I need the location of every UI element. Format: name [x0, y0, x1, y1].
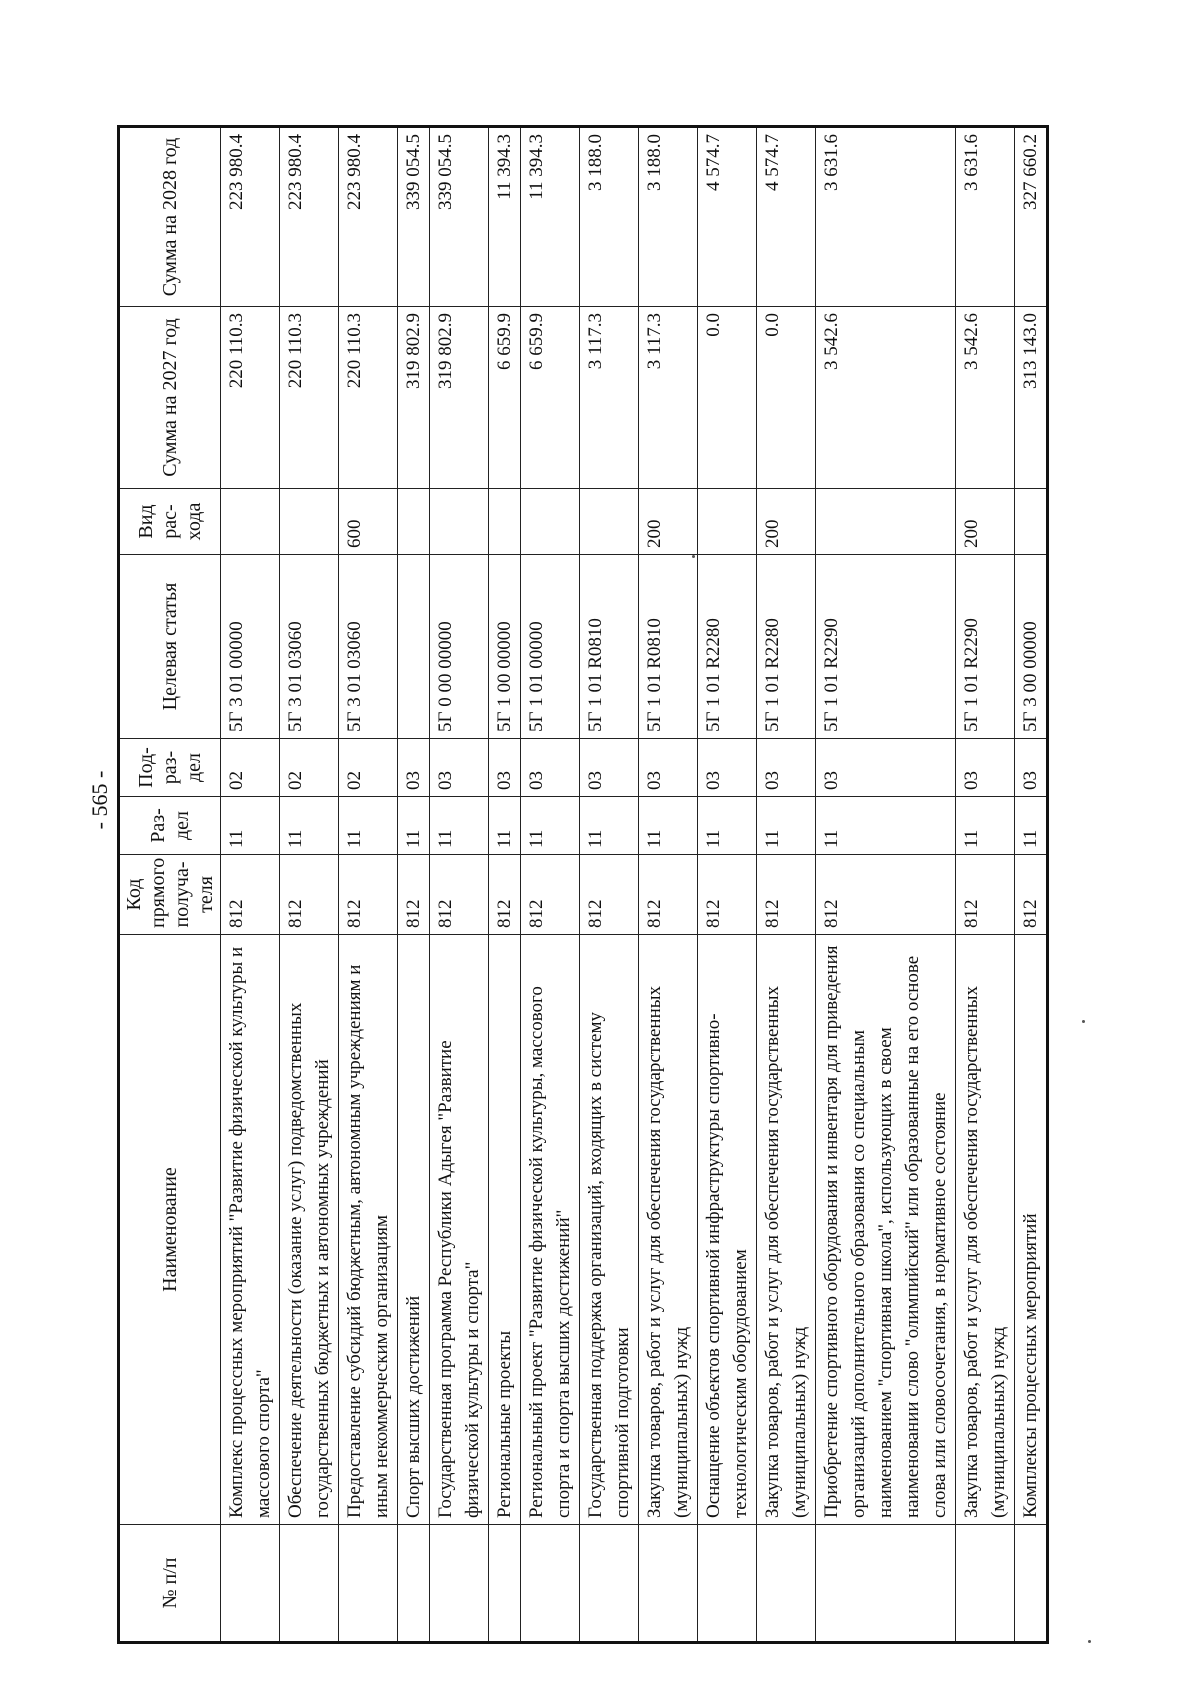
cell-target-item: 5Г 1 01 00000	[521, 555, 580, 739]
cell-name: Закупка товаров, работ и услуг для обеспечения государственных (муниципальных) нужд	[956, 935, 1015, 1525]
cell-name: Комплексы процессных мероприятий	[1015, 935, 1048, 1525]
cell-target-item: 5Г 1 01 R2290	[956, 555, 1015, 739]
cell-section: 11	[280, 797, 339, 855]
cell-recipient-code: 812	[221, 855, 280, 935]
page-number-text: - 565 -	[87, 770, 112, 830]
cell-name: Государственная программа Республики Адыгея "Развитие физической культуры и спорта"	[430, 935, 489, 1525]
cell-expense-type: 200	[956, 489, 1015, 555]
cell-expense-type	[521, 489, 580, 555]
cell-sum-2028: 223 980.4	[339, 127, 398, 307]
cell-sum-2027: 220 110.3	[221, 307, 280, 489]
table-row	[816, 127, 956, 1643]
table-row	[398, 127, 430, 1643]
cell-recipient-code: 812	[489, 855, 521, 935]
cell-sum-2028: 223 980.4	[221, 127, 280, 307]
rotated-table-region	[117, 128, 1079, 1644]
cell-index	[398, 1525, 430, 1643]
cell-recipient-code: 812	[639, 855, 698, 935]
cell-sum-2028: 4 574.7	[698, 127, 757, 307]
cell-subsection: 03	[430, 739, 489, 797]
cell-name: Региональный проект "Развитие физической культуры, массового спорта и спорта высших достижений"	[521, 935, 580, 1525]
table-row	[430, 127, 489, 1643]
page-number	[80, 740, 120, 860]
cell-expense-type	[580, 489, 639, 555]
budget-table	[117, 125, 1049, 1644]
cell-expense-type	[398, 489, 430, 555]
cell-target-item: 5Г 3 01 03060	[339, 555, 398, 739]
cell-sum-2028: 3 631.6	[816, 127, 956, 307]
cell-section: 11	[489, 797, 521, 855]
cell-expense-type	[816, 489, 956, 555]
cell-recipient-code: 812	[580, 855, 639, 935]
cell-subsection: 03	[521, 739, 580, 797]
scan-artifact-dot	[1082, 1020, 1085, 1023]
cell-sum-2028: 11 394.3	[521, 127, 580, 307]
header-name: Наименование	[119, 935, 221, 1525]
header-sum-2028: Сумма на 2028 год	[119, 127, 221, 307]
cell-subsection: 03	[398, 739, 430, 797]
cell-target-item: 5Г 1 00 00000	[489, 555, 521, 739]
cell-index	[698, 1525, 757, 1643]
cell-recipient-code: 812	[816, 855, 956, 935]
cell-section: 11	[580, 797, 639, 855]
cell-recipient-code: 812	[521, 855, 580, 935]
cell-name: Комплекс процессных мероприятий "Развитие физической культуры и массового спорта"	[221, 935, 280, 1525]
cell-recipient-code: 812	[956, 855, 1015, 935]
cell-sum-2028: 11 394.3	[489, 127, 521, 307]
cell-subsection: 02	[221, 739, 280, 797]
table-row	[757, 127, 816, 1643]
cell-sum-2027: 319 802.9	[398, 307, 430, 489]
header-index: № п/п	[119, 1525, 221, 1643]
cell-section: 11	[398, 797, 430, 855]
cell-expense-type	[280, 489, 339, 555]
cell-index	[430, 1525, 489, 1643]
cell-recipient-code: 812	[280, 855, 339, 935]
cell-subsection: 03	[1015, 739, 1048, 797]
cell-subsection: 03	[698, 739, 757, 797]
cell-name: Государственная поддержка организаций, входящих в систему спортивной подготовки	[580, 935, 639, 1525]
cell-sum-2027: 0.0	[757, 307, 816, 489]
cell-name: Региональные проекты	[489, 935, 521, 1525]
cell-index	[757, 1525, 816, 1643]
header-recipient-code: Код прямого получа- теля	[119, 855, 221, 935]
cell-expense-type: 200	[639, 489, 698, 555]
cell-target-item: 5Г 3 01 00000	[221, 555, 280, 739]
header-section: Раз- дел	[119, 797, 221, 855]
table-row	[489, 127, 521, 1643]
cell-section: 11	[816, 797, 956, 855]
cell-name: Закупка товаров, работ и услуг для обеспечения государственных (муниципальных) нужд	[639, 935, 698, 1525]
cell-subsection: 03	[757, 739, 816, 797]
cell-subsection: 02	[339, 739, 398, 797]
cell-subsection: 03	[956, 739, 1015, 797]
cell-sum-2028: 339 054.5	[398, 127, 430, 307]
header-expense-type: Вид рас- хода	[119, 489, 221, 555]
cell-recipient-code: 812	[698, 855, 757, 935]
cell-index	[639, 1525, 698, 1643]
cell-target-item	[398, 555, 430, 739]
cell-index	[580, 1525, 639, 1643]
cell-recipient-code: 812	[339, 855, 398, 935]
cell-index	[1015, 1525, 1048, 1643]
header-target-item: Целевая статья	[119, 555, 221, 739]
cell-target-item: 5Г 0 00 00000	[430, 555, 489, 739]
cell-sum-2027: 319 802.9	[430, 307, 489, 489]
cell-section: 11	[757, 797, 816, 855]
cell-recipient-code: 812	[757, 855, 816, 935]
cell-section: 11	[956, 797, 1015, 855]
cell-sum-2027: 3 542.6	[956, 307, 1015, 489]
table-row	[580, 127, 639, 1643]
cell-subsection: 03	[580, 739, 639, 797]
cell-sum-2027: 220 110.3	[339, 307, 398, 489]
header-subsection: Под- раз- дел	[119, 739, 221, 797]
cell-expense-type	[221, 489, 280, 555]
cell-sum-2027: 313 143.0	[1015, 307, 1048, 489]
cell-recipient-code: 812	[398, 855, 430, 935]
cell-subsection: 03	[489, 739, 521, 797]
cell-section: 11	[430, 797, 489, 855]
cell-sum-2027: 6 659.9	[489, 307, 521, 489]
cell-name: Оснащение объектов спортивной инфраструктуры спортивно-технологическим оборудованием	[698, 935, 757, 1525]
cell-expense-type	[698, 489, 757, 555]
cell-sum-2028: 3 188.0	[639, 127, 698, 307]
cell-sum-2028: 327 660.2	[1015, 127, 1048, 307]
cell-sum-2028: 4 574.7	[757, 127, 816, 307]
cell-recipient-code: 812	[1015, 855, 1048, 935]
cell-index	[816, 1525, 956, 1643]
cell-index	[489, 1525, 521, 1643]
cell-section: 11	[339, 797, 398, 855]
cell-target-item: 5Г 1 01 R0810	[580, 555, 639, 739]
cell-name: Закупка товаров, работ и услуг для обеспечения государственных (муниципальных) нужд	[757, 935, 816, 1525]
cell-section: 11	[639, 797, 698, 855]
table-row	[521, 127, 580, 1643]
table-row	[221, 127, 280, 1643]
cell-section: 11	[1015, 797, 1048, 855]
cell-target-item: 5Г 1 01 R2280	[757, 555, 816, 739]
cell-sum-2028: 223 980.4	[280, 127, 339, 307]
cell-name: Обеспечение деятельности (оказание услуг) подведомственных государственных бюджетных и автономных учреждений	[280, 935, 339, 1525]
cell-name: Приобретение спортивного оборудования и инвентаря для приведения организаций дополнительного образования со специальным наименованием "спортивная школа", использующих в своем наименовании слово "олимпийский" или образованные на его основе слова или словосочетания, в нормативное состояние	[816, 935, 956, 1525]
cell-sum-2027: 3 117.3	[639, 307, 698, 489]
header-sum-2027: Сумма на 2027 год	[119, 307, 221, 489]
cell-expense-type	[430, 489, 489, 555]
cell-expense-type: 600	[339, 489, 398, 555]
cell-sum-2027: 220 110.3	[280, 307, 339, 489]
table-row	[339, 127, 398, 1643]
scan-artifact-dot	[1088, 1640, 1091, 1643]
cell-sum-2028: 3 631.6	[956, 127, 1015, 307]
cell-name: Предоставление субсидий бюджетным, автономным учреждениям и иным некоммерческим организациям	[339, 935, 398, 1525]
cell-expense-type	[489, 489, 521, 555]
cell-index	[280, 1525, 339, 1643]
cell-sum-2028: 3 188.0	[580, 127, 639, 307]
cell-sum-2028: 339 054.5	[430, 127, 489, 307]
cell-index	[521, 1525, 580, 1643]
cell-expense-type	[1015, 489, 1048, 555]
cell-sum-2027: 6 659.9	[521, 307, 580, 489]
cell-section: 11	[521, 797, 580, 855]
cell-index	[956, 1525, 1015, 1643]
cell-expense-type: 200	[757, 489, 816, 555]
table-row	[698, 127, 757, 1643]
cell-index	[339, 1525, 398, 1643]
cell-name: Спорт высших достижений	[398, 935, 430, 1525]
cell-sum-2027: 0.0	[698, 307, 757, 489]
table-row	[280, 127, 339, 1643]
cell-target-item: 5Г 3 00 00000	[1015, 555, 1048, 739]
cell-subsection: 03	[639, 739, 698, 797]
cell-target-item: 5Г 1 01 R2290	[816, 555, 956, 739]
cell-subsection: 03	[816, 739, 956, 797]
cell-sum-2027: 3 117.3	[580, 307, 639, 489]
cell-section: 11	[698, 797, 757, 855]
cell-subsection: 02	[280, 739, 339, 797]
cell-recipient-code: 812	[430, 855, 489, 935]
table-row	[1015, 127, 1048, 1643]
table-header-row	[119, 127, 221, 1643]
rotated-page-content	[117, 128, 1079, 1644]
cell-section: 11	[221, 797, 280, 855]
cell-index	[221, 1525, 280, 1643]
table-row	[956, 127, 1015, 1643]
cell-target-item: 5Г 1 01 R0810	[639, 555, 698, 739]
cell-target-item: 5Г 3 01 03060	[280, 555, 339, 739]
cell-sum-2027: 3 542.6	[816, 307, 956, 489]
table-row	[639, 127, 698, 1643]
cell-target-item: 5Г 1 01 R2280	[698, 555, 757, 739]
